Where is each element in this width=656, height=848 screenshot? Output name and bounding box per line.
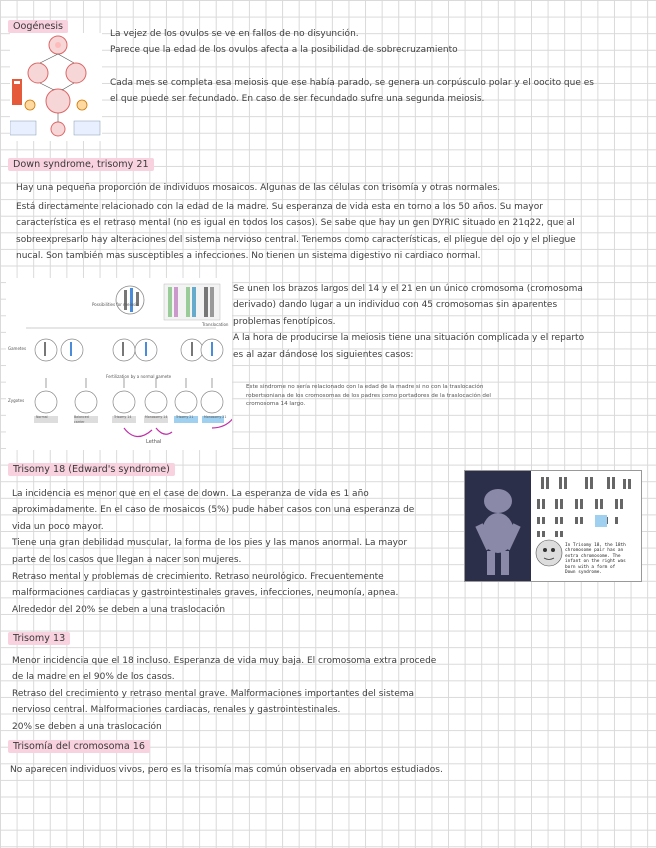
- edwards-line-3: vida un poco mayor.: [12, 521, 104, 532]
- oogenesis-paragraph: [110, 75, 594, 108]
- photo-caption-line-4: infant on the right was: [565, 559, 626, 565]
- oogenesis-diagram: [10, 33, 102, 141]
- patau-line-2: de la madre en el 90% de los casos.: [12, 672, 175, 683]
- diagram-outcome-normal: Normal: [36, 415, 48, 419]
- patau-line-4: nervioso central. Malformaciones cardiacas, renales y gastrointestinales.: [12, 705, 341, 716]
- photo-caption-line-3: extra chromosome. The: [565, 553, 621, 559]
- diagram-outcome-monosomy21: Monosomy 21: [204, 415, 227, 419]
- edwards-line-4: Tiene una gran debilidad muscular, la forma de los pies y las manos anormal. La mayor: [12, 538, 408, 549]
- section-title-patau: Trisomy 13: [8, 632, 70, 645]
- edwards-line-8: Alrededor del 20% se deben a una traslocación: [12, 604, 226, 615]
- down-line-1: Hay una pequeña proporción de individuos mosaicos. Algunas de las células con trisomía y otras normales.: [16, 183, 501, 193]
- patau-line-1: Menor incidencia que el 18 incluso. Esperanza de vida muy baja. El cromosoma extra procede: [12, 656, 437, 666]
- diagram-zygotes-label: Zygotes: [8, 398, 25, 403]
- t16-line-1: No aparecen individuos vivos, pero es la trisomía mas común observada en abortos estudiados.: [10, 765, 443, 775]
- down-note-line-3: cromosoma 14 largo.: [246, 401, 306, 408]
- trisomy18-photo-caption: [565, 543, 626, 575]
- diagram-outcome-balanced: Balanced carrier: [74, 415, 89, 424]
- diagram-top-label: Possibilities for meiosis: [92, 302, 139, 307]
- edwards-line-2: aproximadamente. En el caso de mosaicos (5%) pude haber casos con una esperanza de: [12, 505, 415, 516]
- down-line-3: característica es el retraso mental (no es igual en todos los casos). Se sabe que hay un gen DYRIC situado en 21q22, que al: [16, 218, 575, 229]
- translocation-diagram: [6, 278, 232, 450]
- down-right-line-3: problemas fenotípicos.: [233, 316, 336, 327]
- down-note-line-2: robertsoniana de los cromosomas de los padres como portadores de la traslocación del: [246, 392, 491, 399]
- edwards-text-b: [12, 569, 398, 618]
- diagram-outcome-monosomy14: Monosomy 14: [145, 415, 168, 419]
- edwards-line-5: parte de los casos que llegan a nacer son mujeres.: [12, 554, 242, 565]
- patau-text: [12, 653, 436, 735]
- oogenesis-line-1: La vejez de los ovulos se ve en fallos de no disyunción.: [110, 29, 359, 39]
- section-title-oogenesis: Oogénesis: [8, 20, 68, 33]
- down-right-line-5: es al azar dándose los siguientes casos:: [233, 349, 414, 360]
- t16-text: [10, 762, 443, 778]
- down-note-line-1: Este síndrome no sería relacionado con la edad de la madre si no con la traslocación: [246, 384, 484, 390]
- edwards-text-a: [12, 486, 414, 568]
- patau-line-5: 20% se deben a una traslocación: [12, 721, 162, 732]
- section-title-t16: Trisomía del cromosoma 16: [8, 740, 150, 753]
- oogenesis-para-line-1: Cada mes se completa esa meiosis que ese había parado, se genera un corpúsculo polar y el oocito que es: [110, 78, 594, 88]
- oogenesis-line-2: Parece que la edad de los ovulos afecta a la posibilidad de sobrecruzamiento: [110, 45, 458, 56]
- oogenesis-text: [110, 26, 458, 59]
- down-line-2: Está directamente relacionado con la edad de la madre. Su esperanza de vida esta en torno a los 50 años. Su mayor: [16, 202, 543, 212]
- diagram-outcome-trisomy21: Trisomy 21: [176, 415, 194, 419]
- down-right-line-1: Se unen los brazos largos del 14 y el 21 en un único cromosoma (cromosoma: [233, 284, 583, 294]
- down-translocation-text: [233, 281, 584, 363]
- diagram-fertilization-label: Fertilization by a normal gamete: [106, 374, 172, 379]
- down-line-5: nucal. Son también mas susceptibles a infecciones. No tienen un sistema digestivo ni cardiaco normal.: [16, 251, 481, 262]
- diagram-lethal-label: Lethal: [146, 439, 162, 445]
- section-title-down: Down syndrome, trisomy 21: [8, 158, 154, 171]
- oogenesis-para-line-2: el que puede ser fecundado. En caso de ser fecundado sufre una segunda meiosis.: [110, 94, 485, 105]
- down-right-line-4: A la hora de producirse la meiosis tiene una situación complicada y el reparto: [233, 333, 585, 344]
- down-paragraph: [16, 199, 576, 265]
- down-line-4: sobreexpresarlo hay alteraciones del sistema nervioso central. Tenemos como características, el pliegue del ojo y el pliegue: [16, 234, 576, 245]
- diagram-gametes-label: Gametes: [8, 346, 27, 351]
- edwards-line-7: malformaciones cardiacas y gastrointestinales graves, infecciones, neumonía, apnea.: [12, 588, 399, 599]
- down-right-line-2: derivado) dando lugar a un individuo con 45 cromosomas sin aparentes: [233, 300, 558, 311]
- photo-caption-line-1: In Trisomy 18, the 18th: [565, 543, 626, 548]
- diagram-outcome-trisomy14: Trisomy 14: [114, 415, 132, 419]
- section-title-edwards: Trisomy 18 (Edward's syndrome): [8, 463, 175, 476]
- trisomy18-photo: [464, 470, 642, 582]
- down-note: [246, 383, 491, 409]
- patau-line-3: Retraso del crecimiento y retraso mental grave. Malformaciones importantes del sistema: [12, 688, 415, 699]
- diagram-translocation-label: Translocation: [202, 322, 229, 327]
- edwards-line-6: Retraso mental y problemas de crecimiento. Retraso neurológico. Frecuentemente: [12, 572, 384, 582]
- photo-caption-line-2: chromosome pair has an: [565, 548, 624, 554]
- edwards-line-1: La incidencia es menor que en el case de down. La esperanza de vida es 1 año: [12, 489, 369, 499]
- down-text: [16, 180, 500, 196]
- photo-caption-line-5: born with a form of: [565, 564, 616, 570]
- photo-caption-line-6: Down syndrome.: [565, 570, 603, 576]
